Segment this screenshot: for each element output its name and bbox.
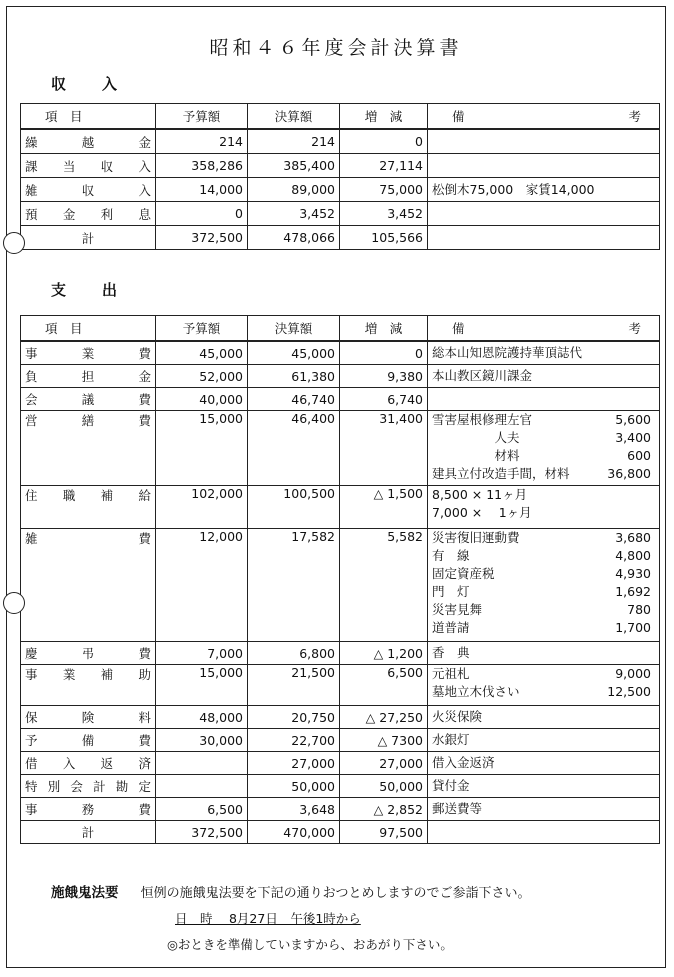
row-diff: 0 [340,341,428,365]
footer-notice: ◎おときを準備していますから、おあがり下さい。 [167,937,453,952]
table-row [21,486,660,529]
row-budget: 0 [156,202,248,226]
note-line [432,529,655,547]
row-diff: 9,380 [340,365,428,388]
row-diff: △ 1,200 [340,642,428,665]
table-row [21,798,660,821]
note-amount: 12,500 [607,684,651,699]
note-text: 松倒木75,000 家賃14,000 [432,181,595,197]
header-note-right: 考 [628,321,641,336]
note-amount: 4,800 [615,548,651,563]
row-item: 繰越金 [21,129,156,154]
footer-line-1 [51,881,531,901]
note-line [432,344,655,362]
row-note [428,798,660,821]
note-text: 7,000 × 1ヶ月 [432,505,532,520]
note-amount: 600 [627,448,651,463]
note-line [432,504,655,522]
row-actual: 100,500 [248,486,340,529]
note-line [432,683,655,701]
table-row [21,775,660,798]
table-row [21,129,660,154]
row-budget: 102,000 [156,486,248,529]
table-row [21,365,660,388]
note-text: 元祖札 [432,666,470,681]
row-budget: 7,000 [156,642,248,665]
row-item: 預金利息 [21,202,156,226]
header-note [428,104,660,130]
note-line [432,731,655,749]
table-row [21,341,660,365]
note-amount: 1,692 [615,584,651,599]
note-text: 借入金返済 [432,755,495,770]
header-budget: 予算額 [156,104,248,130]
note-amount: 5,600 [615,412,651,427]
table-row [21,226,660,250]
row-item: 住職補給 [21,486,156,529]
note-text: 8,500 × 11ヶ月 [432,487,528,502]
row-actual: 61,380 [248,365,340,388]
row-note [428,752,660,775]
row-item: 借入返済 [21,752,156,775]
header-diff: 増 減 [340,316,428,342]
row-budget: 14,000 [156,178,248,202]
note-text: 香 典 [432,645,470,660]
binder-hole [3,232,25,254]
note-text: 災害見舞 [432,602,483,617]
row-diff: 27,000 [340,752,428,775]
note-amount: 4,930 [615,566,651,581]
table-row [21,642,660,665]
row-note [428,486,660,529]
row-note [428,529,660,642]
note-text: 墓地立木伐さい [432,684,520,699]
row-actual: 46,740 [248,388,340,411]
row-actual: 20,750 [248,706,340,729]
row-item: 慶弔費 [21,642,156,665]
row-item: 負担金 [21,365,156,388]
row-diff: 75,000 [340,178,428,202]
row-diff: 31,400 [340,411,428,486]
note-text: 雪害屋根修理左官 [432,412,533,427]
row-diff: 27,114 [340,154,428,178]
header-note-right: 考 [628,109,641,124]
row-item: 事業補助 [21,665,156,706]
expense-table [20,315,660,844]
row-diff: △ 27,250 [340,706,428,729]
row-item: 計 [21,226,156,250]
row-budget: 52,000 [156,365,248,388]
row-actual: 21,500 [248,665,340,706]
row-actual: 89,000 [248,178,340,202]
note-line [432,708,655,726]
row-diff: △ 7300 [340,729,428,752]
row-diff: △ 2,852 [340,798,428,821]
row-item: 雑収入 [21,178,156,202]
row-item: 営繕費 [21,411,156,486]
row-item: 会議費 [21,388,156,411]
row-actual: 45,000 [248,341,340,365]
note-text: 貸付金 [432,778,470,793]
row-diff: 6,500 [340,665,428,706]
header-note-left: 備 [452,321,465,336]
note-text: 火災保険 [432,709,483,724]
table-row [21,752,660,775]
row-note [428,129,660,154]
row-actual: 3,648 [248,798,340,821]
row-item: 雑費 [21,529,156,642]
row-note [428,202,660,226]
table-row [21,388,660,411]
row-budget: 45,000 [156,341,248,365]
header-actual: 決算額 [248,104,340,130]
income-table [20,103,660,250]
header-note [428,316,660,342]
header-item [21,104,156,130]
row-note [428,821,660,844]
row-item: 予備費 [21,729,156,752]
row-budget: 358,286 [156,154,248,178]
row-actual: 478,066 [248,226,340,250]
table-row [21,729,660,752]
note-line [432,565,655,583]
note-line [432,601,655,619]
note-text: 有 線 [432,548,470,563]
note-line [432,429,655,447]
table-row [21,706,660,729]
row-note [428,411,660,486]
row-note [428,642,660,665]
row-item: 課当収入 [21,154,156,178]
row-diff: 105,566 [340,226,428,250]
note-line [432,486,655,504]
table-row [21,411,660,486]
header-budget: 予算額 [156,316,248,342]
row-actual: 214 [248,129,340,154]
note-line [432,367,655,385]
note-amount: 780 [627,602,651,617]
row-note [428,388,660,411]
row-diff: △ 1,500 [340,486,428,529]
header-item [21,316,156,342]
row-diff: 97,500 [340,821,428,844]
row-budget [156,752,248,775]
header-item-label: 項 目 [45,321,83,336]
note-amount: 36,800 [607,466,651,481]
row-actual: 27,000 [248,752,340,775]
note-text: 水銀灯 [432,732,470,747]
note-text: 郵送費等 [432,801,483,816]
row-diff: 0 [340,129,428,154]
row-note [428,365,660,388]
row-note [428,775,660,798]
note-text: 門 灯 [432,584,470,599]
row-actual: 6,800 [248,642,340,665]
note-amount: 3,400 [615,430,651,445]
expense-section-label: 支 出 [51,281,120,299]
row-note [428,226,660,250]
note-text: 建具立付改造手間，材料 [432,466,570,481]
row-diff: 50,000 [340,775,428,798]
row-budget: 48,000 [156,706,248,729]
row-budget: 12,000 [156,529,248,642]
expense-header-row [21,316,660,342]
row-budget: 15,000 [156,665,248,706]
row-budget: 372,500 [156,821,248,844]
table-row [21,821,660,844]
row-note [428,178,660,202]
note-line [432,583,655,601]
note-text: 道普請 [432,620,470,635]
table-row [21,202,660,226]
row-diff: 6,740 [340,388,428,411]
row-item: 事業費 [21,341,156,365]
row-actual: 470,000 [248,821,340,844]
header-actual: 決算額 [248,316,340,342]
row-actual: 50,000 [248,775,340,798]
header-item-label: 項 目 [45,109,83,124]
note-text: 災害復旧運動費 [432,530,520,545]
note-line [432,619,655,637]
note-amount: 9,000 [615,666,651,681]
row-note [428,665,660,706]
table-row [21,665,660,706]
note-line [432,447,655,465]
note-line [432,644,655,662]
income-section-label: 収 入 [51,75,120,93]
income-header-row [21,104,660,130]
note-text: 材料 [432,448,520,463]
row-item: 保険料 [21,706,156,729]
note-amount: 1,700 [615,620,651,635]
row-budget: 15,000 [156,411,248,486]
row-actual: 3,452 [248,202,340,226]
note-text: 総本山知恩院護持華頂誌代 [432,345,583,360]
row-actual: 22,700 [248,729,340,752]
header-diff: 増 減 [340,104,428,130]
note-line [432,800,655,818]
document-title: 昭和４６年度会計決算書 [209,37,463,59]
header-note-left: 備 [452,109,465,124]
table-row [21,154,660,178]
footer-date-time: 日 時 8月27日 午後1時から [175,911,361,926]
row-diff: 5,582 [340,529,428,642]
note-line [432,547,655,565]
note-line [432,665,655,683]
row-budget: 30,000 [156,729,248,752]
row-item: 特別会計勘定 [21,775,156,798]
row-item: 計 [21,821,156,844]
note-line [432,181,655,199]
row-budget: 6,500 [156,798,248,821]
note-line [432,754,655,772]
note-text: 固定資産税 [432,566,495,581]
binder-hole [3,592,25,614]
row-note [428,729,660,752]
footer-heading: 施餓鬼法要 [51,885,119,901]
note-line [432,777,655,795]
row-note [428,706,660,729]
document-page [6,6,666,968]
row-budget [156,775,248,798]
row-note [428,154,660,178]
row-budget: 40,000 [156,388,248,411]
note-line [432,411,655,429]
row-diff: 3,452 [340,202,428,226]
row-budget: 372,500 [156,226,248,250]
note-text: 人夫 [432,430,520,445]
table-row [21,178,660,202]
note-amount: 3,680 [615,530,651,545]
row-note [428,341,660,365]
table-row [21,529,660,642]
row-budget: 214 [156,129,248,154]
row-actual: 46,400 [248,411,340,486]
row-actual: 17,582 [248,529,340,642]
row-actual: 385,400 [248,154,340,178]
note-line [432,465,655,483]
footer-announcement: 恒例の施餓鬼法要を下記の通りおつとめしますのでご参詣下さい。 [140,886,531,901]
row-item: 事務費 [21,798,156,821]
note-text: 本山教区鏡川課金 [432,368,533,383]
